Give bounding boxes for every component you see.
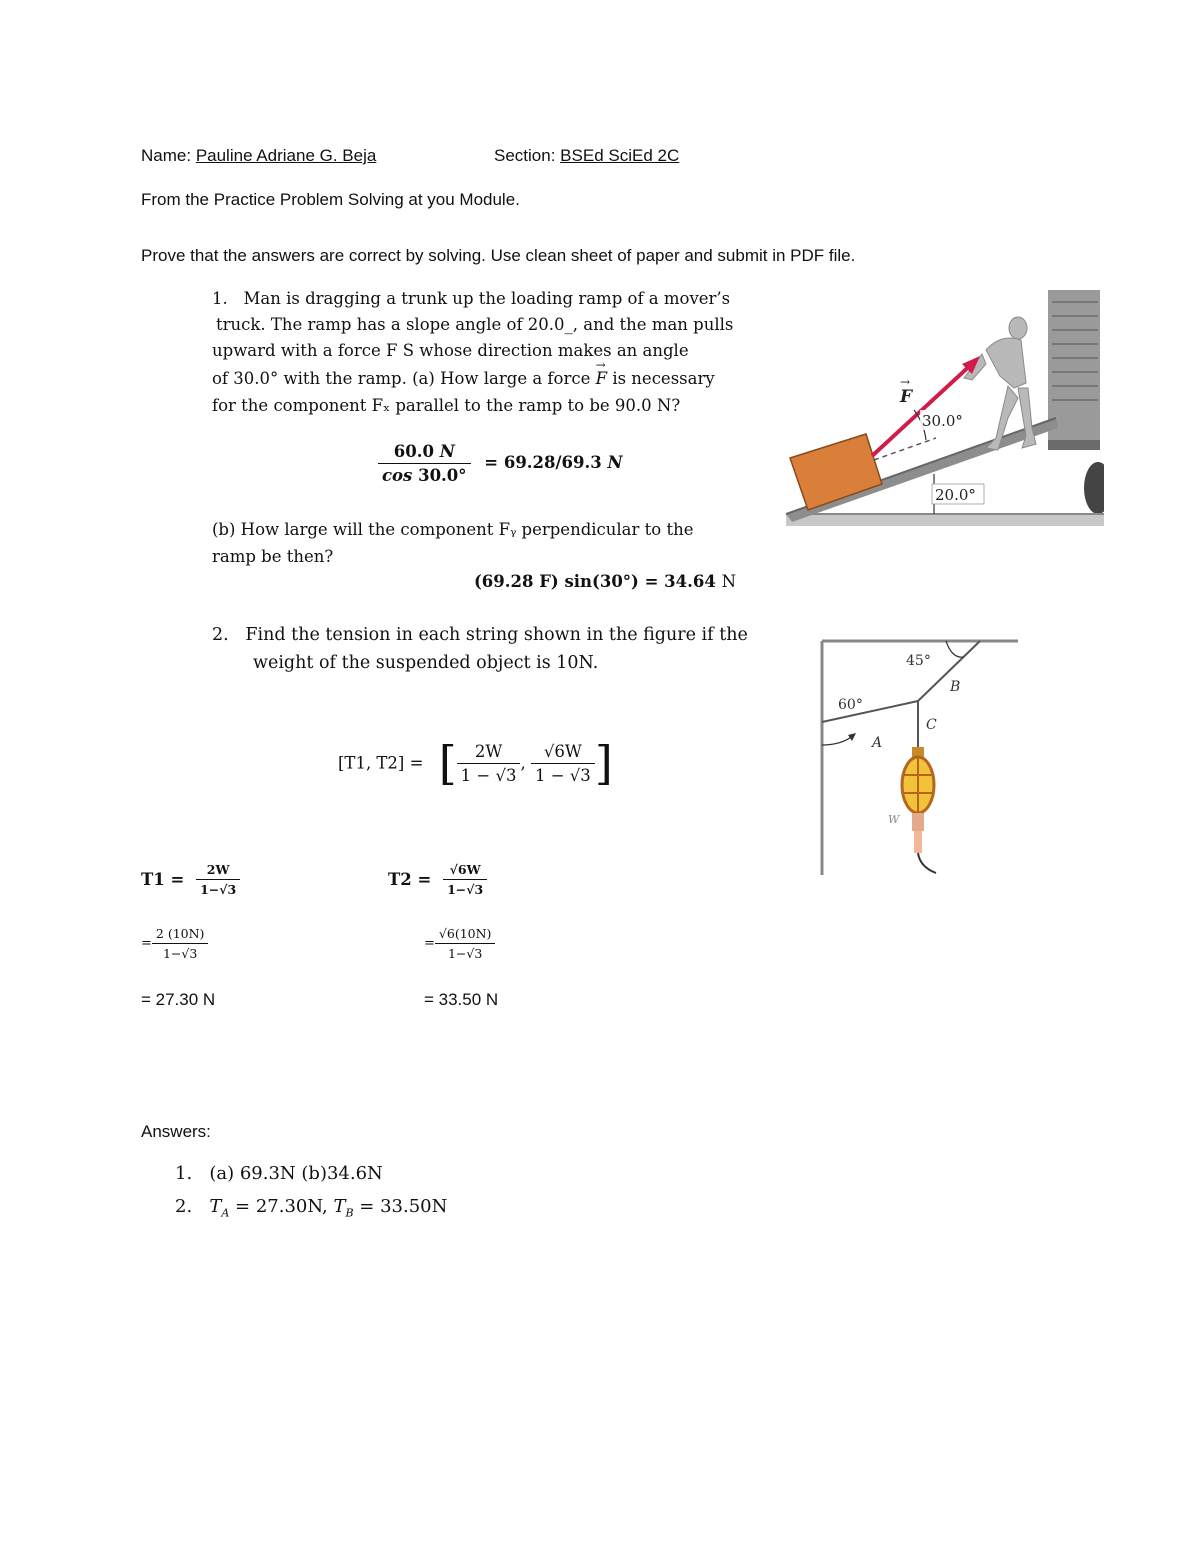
problem1-line4: of 30.0° with the ramp. (a) How large a force → F is necessary: [212, 358, 715, 388]
problem2-number: 2.: [212, 625, 229, 645]
student-name: Pauline Adriane G. Beja: [195, 146, 377, 165]
section-value: BSEd SciEd 2C: [560, 146, 680, 165]
t1-formula: T1 = $\frac{2W}{1-√3}$: [141, 862, 240, 897]
equation-part-b: (69.28 F) sin(30°) = 34.64 N: [474, 572, 737, 591]
force-label: F: [900, 387, 913, 407]
angle-45-label: 45°: [906, 653, 931, 669]
problem1-line2: truck. The ramp has a slope angle of 20.0_, and the man pulls: [216, 315, 734, 334]
t2-result: = 33.50 N: [424, 990, 499, 1009]
svg-text:→: →: [900, 375, 911, 389]
t2-formula: T2 = $\frac{√6W}{1-√3}$: [388, 862, 487, 897]
answer-1: 1. (a) 69.3N (b)34.6N: [175, 1163, 383, 1184]
answers-heading: Answers:: [141, 1122, 211, 1141]
truck-wheel: [1084, 462, 1104, 514]
angle-20-label: 20.0°: [935, 486, 976, 504]
problem1-line5: for the component Fₓ parallel to the ramp to be 90.0 N?: [212, 396, 681, 415]
angle-60-label: 60°: [838, 697, 863, 713]
problem1-part-b-line2: ramp be then?: [212, 547, 334, 566]
man: [964, 317, 1036, 450]
t1-result: = 27.30 N: [141, 990, 216, 1009]
force-arrow: [872, 362, 974, 456]
section-line: [494, 146, 679, 166]
label-b: B: [950, 679, 961, 695]
intro-line-2: Prove that the answers are correct by solving. Use clean sheet of paper and submit in PDF file.: [141, 246, 856, 265]
label-a: A: [872, 735, 883, 751]
force-vector-symbol: → F: [595, 358, 608, 388]
name-line: [141, 146, 376, 166]
problem1-line3: upward with a force F S whose direction makes an angle: [212, 341, 689, 360]
problem1-part-b-line1: (b) How large will the component Fᵧ perpendicular to the: [212, 520, 694, 539]
t2-substitution: = $\frac{√6(10N)}{1-√3}$: [424, 926, 495, 961]
label-w: W: [888, 813, 900, 826]
t1-substitution: = $\frac{2 (10N)}{1-√3}$: [141, 926, 208, 961]
string-a: [822, 701, 918, 722]
problem2-line1: 2. Find the tension in each string shown in the figure if the: [212, 625, 748, 645]
tension-matrix-equation: [T1, T2] = [ $\frac{2W}{1 - √3}$ , $\frac{√6W}{1 - √3}$ ]: [338, 736, 613, 790]
name-label: Name:: [141, 146, 192, 165]
angle-30-label: 30.0°: [922, 412, 963, 430]
string-b: [918, 641, 980, 701]
problem1-number: 1.: [212, 289, 228, 308]
label-c: C: [926, 717, 937, 733]
ramp-figure: [786, 288, 1104, 540]
problem1-line1: 1. Man is dragging a trunk up the loading ramp of a mover’s: [212, 289, 731, 308]
problem2-line2: weight of the suspended object is 10N.: [253, 653, 599, 673]
lamp: [902, 747, 936, 873]
intro-line-1: From the Practice Problem Solving at you Module.: [141, 190, 520, 209]
section-label: Section:: [494, 146, 556, 165]
equation-part-a: $\frac{60.0 N}{\cos 30.0^\circ}$ = 69.28/69.3 N: [378, 442, 623, 485]
answer-2: 2. $T_A = 27.30N$, $T_B = 33.50N$: [175, 1196, 448, 1220]
tension-figure: [808, 627, 1022, 877]
trunk-crate: [790, 434, 882, 510]
